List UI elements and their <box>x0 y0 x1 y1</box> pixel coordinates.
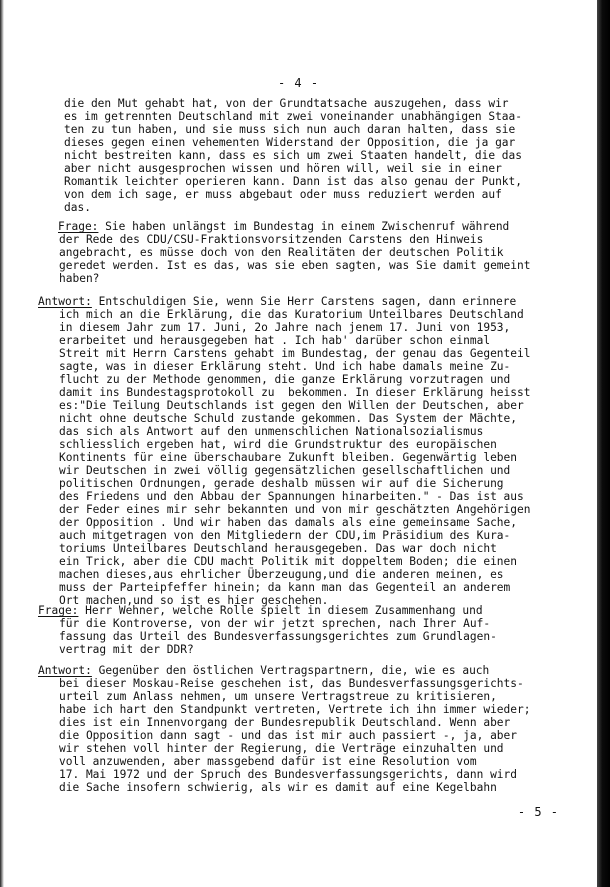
text-line: toriums Unteilbares Deutschland herausgegeben. Das war doch nicht <box>59 542 497 555</box>
text-line: dies ist ein Innenvorgang der Bundesrepublik Deutschland. Wenn aber <box>59 716 511 729</box>
text-line: erarbeitet und herausgegeben hat . Ich hab' darüber schon einmal <box>59 334 491 347</box>
text-line: Romantik leichter operieren kann. Dann ist das also genau der Punkt, <box>64 175 523 188</box>
text-line: nicht bestreiten kann, dass es sich um zwei Staaten handelt, die das <box>64 149 523 162</box>
speaker-label: Antwort: <box>38 295 92 308</box>
text-line: die Sache insofern schwierig, als wir es damit auf eine Kegelbahn <box>59 781 497 794</box>
text-line: politischen Ordnungen, gerade deshalb müssen wir auf die Sicherung <box>59 477 504 490</box>
text-line: wir Deutschen in zwei völlig gegensätzlichen gesellschaftlichen und <box>59 464 511 477</box>
text-line: vertrag mit der DDR? <box>59 643 194 656</box>
text-line: Ort machen,und so ist es hier geschehen. <box>59 594 329 607</box>
text-line: ein Trick, aber die CDU macht Politik mit doppeltem Boden; die einen <box>59 555 518 568</box>
text-line: haben? <box>59 272 100 285</box>
text-line: der Feder eines mir sehr bekannten und von mir geschätzten Angehörigen <box>59 503 531 516</box>
text-line: schliesslich ergeben hat, wird die Grundstruktur des europäischen <box>59 438 497 451</box>
text-line: Streit mit Herrn Carstens gehabt im Bundestag, der genau das Gegenteil <box>59 347 531 360</box>
text-line: machen dieses,aus ehrlicher Überzeugung,und die anderen meinen, es <box>59 568 504 581</box>
text-line: angebracht, es müsse doch von den Realitäten der deutschen Politik <box>59 246 504 259</box>
text-line: wir stehen voll hinter der Regierung, die Verträge einzuhalten und <box>59 742 504 755</box>
text-line: dieses gegen einen vehementen Widerstand der Opposition, die ja gar <box>64 136 516 149</box>
text-line: des Friedens und den Abbau der Spannungen hinarbeiten." - Das ist aus <box>59 490 524 503</box>
text-line: Herr Wehner, welche Rolle spielt in diesem Zusammenhang und <box>78 604 483 617</box>
text-line: Entschuldigen Sie, wenn Sie Herr Carstens sagen, dann erinnere <box>91 295 517 308</box>
text-line: bei dieser Moskau-Reise geschehen ist, das Bundesverfassungsgerichts- <box>59 677 524 690</box>
text-line: voll anzuwenden, aber massgebend dafür ist eine Resolution vom <box>59 755 477 768</box>
next-page-marker: - 5 - <box>517 805 559 819</box>
page-number: - 4 - <box>277 76 320 90</box>
text-line: urteil zum Anlass nehmen, um unsere Vertragstreue zu kritisieren, <box>59 690 497 703</box>
text-line: ten zu tun haben, und sie muss sich nun auch daran halten, dass sie <box>64 123 516 136</box>
text-line: in diesem Jahr zum 17. Juni, 2o Jahre nach jenem 17. Juni von 1953, <box>59 321 511 334</box>
text-line: die den Mut gehabt hat, von der Grundtatsache auszugehen, dass wir <box>64 97 509 110</box>
speaker-label: Frage: <box>58 220 99 233</box>
speaker-label: Antwort: <box>38 664 92 677</box>
text-line: nicht ohne deutsche Schuld zustande gekommen. Das System der Mächte, <box>59 412 518 425</box>
text-line: damit ins Bundestagsprotokoll zu bekommen. In dieser Erklärung heisst <box>59 386 531 399</box>
text-line: Kontinents für eine überschaubare Zukunft bleiben. Gegenwärtig leben <box>59 451 518 464</box>
text-line: der Opposition . Und wir haben das damals als eine gemeinsame Sache, <box>59 516 518 529</box>
speaker-label: Frage: <box>38 604 79 617</box>
text-line: es im getrennten Deutschland mit zwei voneinander unabhängigen Staa- <box>64 110 523 123</box>
text-line: Sie haben unlängst im Bundestag in einem Zwischenruf während <box>98 220 510 233</box>
text-line: habe ich hart den Standpunkt vertreten, Vertrete ich ihn immer wieder; <box>59 703 531 716</box>
text-line: Gegenüber den östlichen Vertragspartnern, die, wie es auch <box>91 664 490 677</box>
scan-shadow-left <box>0 0 4 887</box>
text-line: muss der Parteipfeffer hinein; da kann man das Gegenteil an anderem <box>59 581 511 594</box>
text-line: sagte, was in dieser Erklärung steht. Und ich habe damals meine Zu- <box>59 360 511 373</box>
text-line: fassung das Urteil des Bundesverfassungsgerichtes zum Grundlagen- <box>59 630 497 643</box>
text-line: die Opposition dann sagt - und das ist mir auch passiert -, ja, aber <box>59 729 518 742</box>
text-line: für die Kontroverse, von der wir jetzt sprechen, nach Ihrer Auf- <box>59 617 491 630</box>
text-line: der Rede des CDU/CSU-Fraktionsvorsitzenden Carstens den Hinweis <box>59 233 484 246</box>
text-line: auch mitgetragen von den Mitgliedern der CDU,im Präsidium des Kura- <box>59 529 511 542</box>
text-line: flucht zu der Methode genommen, die ganze Erklärung vorzutragen und <box>59 373 511 386</box>
text-line: das sich als Antwort auf den unmenschlichen Nationalsozialismus <box>59 425 484 438</box>
text-line: das. <box>64 201 91 214</box>
text-line: 17. Mai 1972 und der Spruch des Bundesverfassungsgerichts, dann wird <box>59 768 518 781</box>
text-line: geredet werden. Ist es das, was sie eben sagten, was Sie damit gemeint <box>59 259 531 272</box>
scan-edge-right <box>597 0 610 887</box>
text-line: es:"Die Teilung Deutschlands ist gegen den Willen der Deutschen, aber <box>59 399 524 412</box>
text-line: aber nicht ausgesprochen wissen und hören will, weil sie in einer <box>64 162 502 175</box>
text-line: von dem ich sage, er muss abgebaut oder muss reduziert werden auf <box>64 188 502 201</box>
text-line: ich mich an die Erklärung, die das Kuratorium Unteilbares Deutschland <box>59 308 524 321</box>
